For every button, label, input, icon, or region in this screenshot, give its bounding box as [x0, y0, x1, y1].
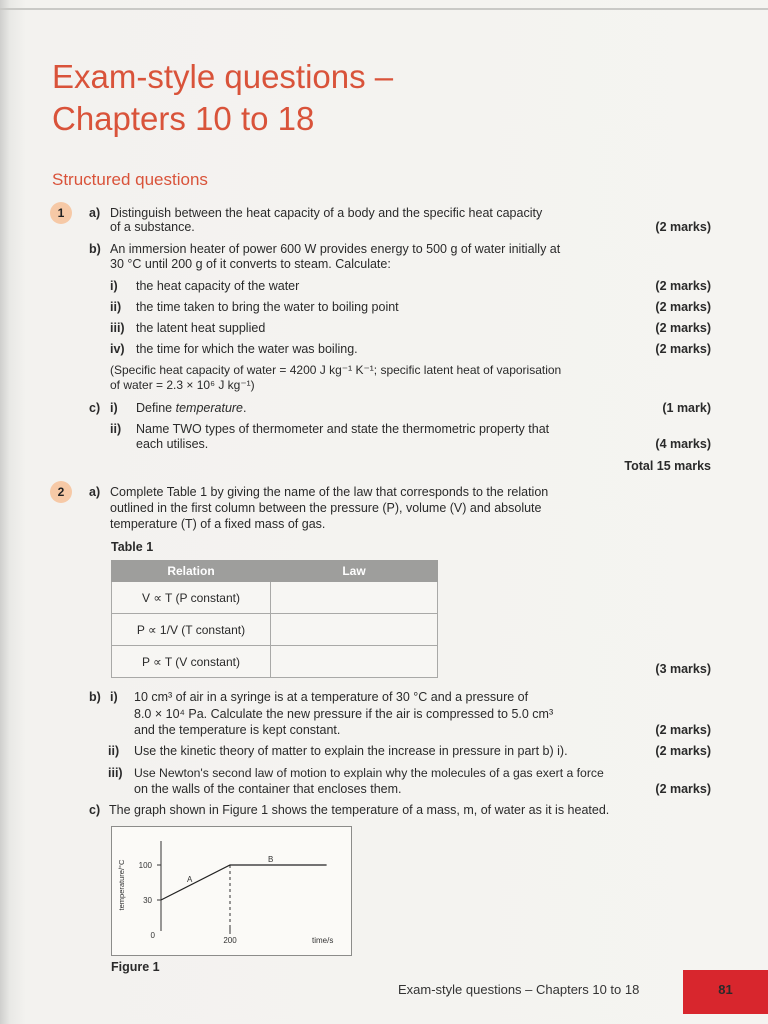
x-tick-label: 200	[223, 936, 237, 945]
q1-c-sub-ii-num: ii)	[110, 422, 122, 436]
x-axis-label: time/s	[312, 936, 334, 945]
top-rule	[0, 8, 768, 10]
section-heading: Structured questions	[52, 170, 208, 189]
q1-b-sub-iv-num: iv)	[110, 342, 125, 356]
q1-b-sub-iv-marks: (2 marks)	[655, 342, 711, 356]
footer-running-title: Exam-style questions – Chapters 10 to 18	[398, 982, 640, 997]
q2-a-line-3: temperature (T) of a fixed mass of gas.	[110, 517, 326, 531]
table-caption: Table 1	[111, 540, 154, 554]
q1-b-sub-i-marks: (2 marks)	[655, 279, 711, 293]
q2-b-sub-iii-marks: (2 marks)	[655, 782, 711, 796]
law-cell	[271, 614, 438, 646]
q1-b-sub-i-text: the heat capacity of the water	[136, 279, 300, 293]
y-tick-label: 30	[143, 896, 152, 905]
q2-a-line-2: outlined in the first column between the pressure (P), volume (V) and absolute	[110, 501, 542, 515]
law-cell	[271, 582, 438, 614]
q1-c-sub-i-marks: (1 mark)	[662, 401, 711, 415]
q1-b-sub-iii-marks: (2 marks)	[655, 321, 711, 335]
q2-b-sub-i-line-3: and the temperature is kept constant.	[134, 723, 341, 737]
page-number-tab	[683, 970, 768, 1014]
page-title	[52, 56, 393, 140]
q2-b-sub-i-line-1: 10 cm³ of air in a syringe is at a temperature of 30 °C and a pressure of	[134, 690, 529, 704]
q1-c-sub-ii-line-1: Name TWO types of thermometer and state the thermometric property that	[136, 422, 550, 436]
law-cell	[271, 646, 438, 678]
q1-b-sub-iii-num: iii)	[110, 321, 125, 335]
annotation-a: A	[187, 875, 193, 884]
q2-b-sub-iii-line-1: Use Newton's second law of motion to explain why the molecules of a gas exert a force	[134, 766, 604, 780]
annotation-b: B	[268, 855, 274, 864]
temperature-line	[161, 865, 327, 900]
relation-law-table	[111, 560, 438, 678]
table-row	[112, 646, 438, 678]
q1-a-marks: (2 marks)	[655, 220, 711, 234]
question-number-2: 2	[50, 481, 72, 503]
relation-cell: V ∝ T (P constant)	[112, 582, 271, 614]
q2-b-sub-ii-text: Use the kinetic theory of matter to explain the increase in pressure in part b) i).	[134, 744, 568, 758]
q1-b-sub-ii-num: ii)	[110, 300, 122, 314]
table-header-law: Law	[271, 561, 438, 582]
q1-b-sub-iv-text: the time for which the water was boiling.	[136, 342, 358, 356]
table-row	[112, 614, 438, 646]
figure-1	[111, 826, 352, 956]
q1-b-line-1: An immersion heater of power 600 W provides energy to 500 g of water initially at	[110, 242, 561, 256]
q2-part-c-label: c)	[89, 803, 101, 817]
q1-c-sub-i-num: i)	[110, 401, 118, 415]
y-axis-label: temperature/°C	[117, 859, 126, 911]
q1-part-a-label: a)	[89, 206, 101, 220]
q2-part-b-label: b)	[89, 690, 101, 704]
page-number: 81	[718, 982, 733, 997]
figure-caption: Figure 1	[111, 960, 160, 974]
q1-data-line-2: of water = 2.3 × 10⁶ J kg⁻¹)	[110, 378, 255, 392]
q2-b-sub-iii-num: iii)	[108, 766, 123, 780]
q2-b-sub-ii-num: ii)	[108, 744, 120, 758]
origin-label: 0	[150, 931, 155, 940]
q1-total-marks: Total 15 marks	[624, 459, 711, 473]
table-row	[112, 582, 438, 614]
q2-c-text: The graph shown in Figure 1 shows the temperature of a mass, m, of water as it is heated.	[109, 803, 610, 817]
q1-c-sub-ii-line-2: each utilises.	[136, 437, 209, 451]
q1-b-sub-i-num: i)	[110, 279, 118, 293]
title-line-1: Exam-style questions –	[52, 58, 394, 95]
q2-b-sub-ii-marks: (2 marks)	[655, 744, 711, 758]
temperature-time-graph	[112, 827, 351, 955]
question-number-1: 1	[50, 202, 72, 224]
q2-b-sub-i-line-2: 8.0 × 10⁴ Pa. Calculate the new pressure if the air is compressed to 5.0 cm³	[134, 707, 554, 721]
q1-c-sub-i-text: Define temperature.	[136, 401, 247, 415]
q2-b-sub-i-marks: (2 marks)	[655, 723, 711, 737]
q2-a-line-1: Complete Table 1 by giving the name of the law that corresponds to the relation	[110, 485, 549, 499]
q2-part-a-label: a)	[89, 485, 101, 499]
title-line-2: Chapters 10 to 18	[52, 100, 315, 137]
q1-b-line-2: 30 °C until 200 g of it converts to steam. Calculate:	[110, 257, 391, 271]
q1-c-sub-ii-marks: (4 marks)	[655, 437, 711, 451]
q1-a-line-1: Distinguish between the heat capacity of a body and the specific heat capacity	[110, 206, 543, 220]
q1-part-c-label: c)	[89, 401, 101, 415]
q1-b-sub-ii-marks: (2 marks)	[655, 300, 711, 314]
y-tick-label: 100	[138, 861, 152, 870]
q1-part-b-label: b)	[89, 242, 101, 256]
q2-a-marks: (3 marks)	[655, 662, 711, 676]
relation-cell: P ∝ 1/V (T constant)	[112, 614, 271, 646]
q1-b-sub-ii-text: the time taken to bring the water to boiling point	[136, 300, 399, 314]
q2-b-sub-iii-line-2: on the walls of the container that encloses them.	[134, 782, 402, 796]
q2-b-sub-i-num: i)	[110, 690, 118, 704]
q1-a-line-2: of a substance.	[110, 220, 195, 234]
q1-data-line-1: (Specific heat capacity of water = 4200 J kg⁻¹ K⁻¹; specific latent heat of vaporisation	[110, 363, 562, 377]
q1-b-sub-iii-text: the latent heat supplied	[136, 321, 266, 335]
relation-cell: P ∝ T (V constant)	[112, 646, 271, 678]
table-header-relation: Relation	[112, 561, 271, 582]
